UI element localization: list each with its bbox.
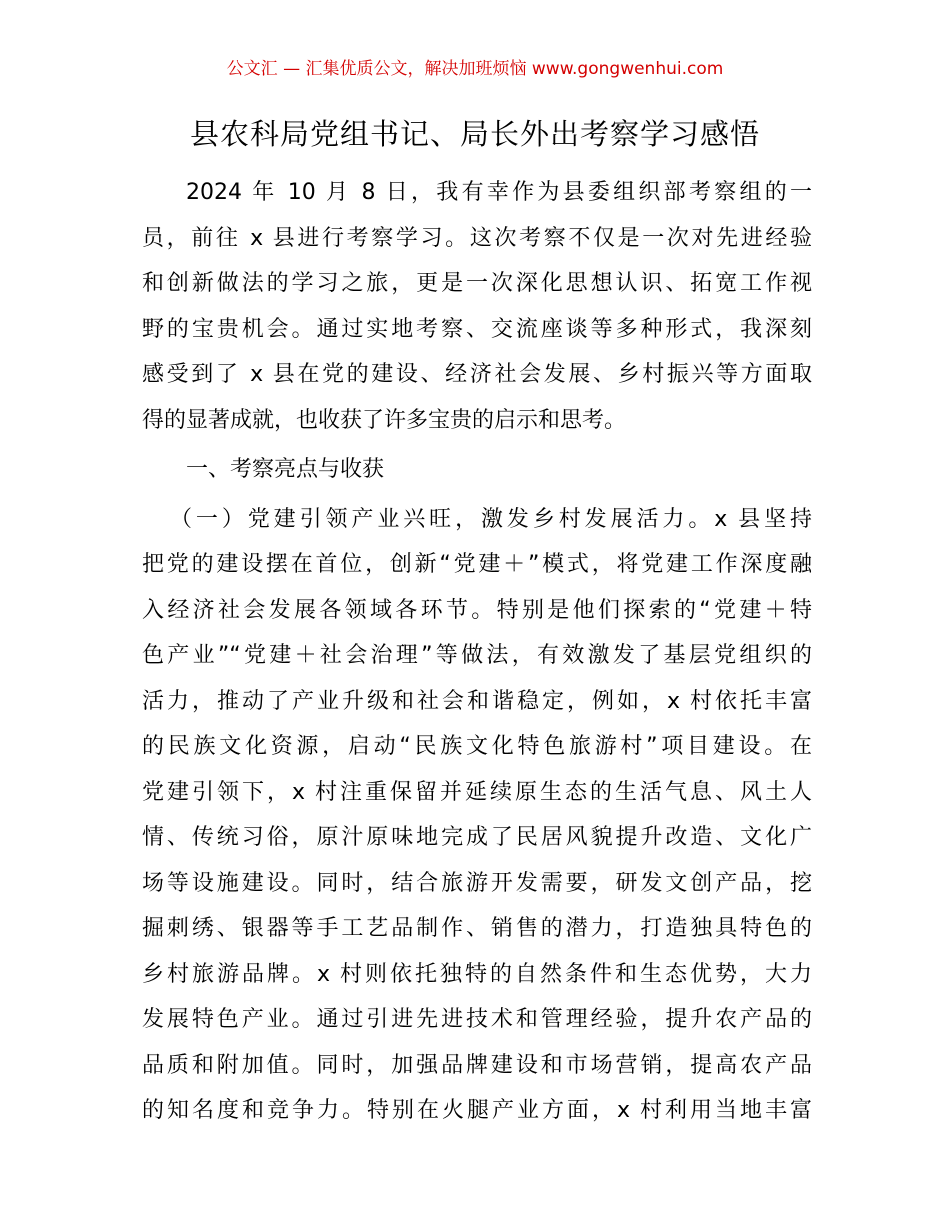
header-banner: 公文汇 — 汇集优质公文，解决加班烦恼 www.gongwenhui.com [226,59,724,79]
text-line: 的知名度和竞争力。特别在火腿产业方面，x 村利用当地丰富 [142,1098,812,1123]
text-line: 品质和附加值。同时，加强品牌建设和市场营销，提高农产品 [142,1052,812,1078]
text-line: 发展特色产业。通过引进先进技术和管理经验，提升农产品的 [142,1007,812,1032]
document-body [142,170,812,1134]
text-line: 色产业”“党建＋社会治理”等做法，有效激发了基层党组织的 [142,643,812,668]
text-line: 得的显著成就，也收获了许多宝贵的启示和思考。 [142,407,627,433]
text-line: 2024 年 10 月 8 日，我有幸作为县委组织部考察组的一 [186,180,812,205]
text-line: 把党的建设摆在首位，创新“党建＋”模式，将党建工作深度融 [142,552,812,577]
text-line: 的民族文化资源，启动“民族文化特色旅游村”项目建设。在 [142,734,812,759]
text-line: 野的宝贵机会。通过实地考察、交流座谈等多种形式，我深刻 [142,316,812,342]
text-line: 员，前往 x 县进行考察学习。这次考察不仅是一次对先进经验 [142,225,812,251]
text-line: 党建引领下，x 村注重保留并延续原生态的生活气息、风土人 [142,779,812,805]
text-line: 场等设施建设。同时，结合旅游开发需要，研发文创产品，挖 [142,870,812,896]
paragraph-intro [142,170,812,443]
text-line: 感受到了 x 县在党的建设、经济社会发展、乡村振兴等方面取 [142,362,812,387]
text-line: （一）党建引领产业兴旺，激发乡村发展活力。x 县坚持 [170,506,812,532]
text-line: 入经济社会发展各领域各环节。特别是他们探索的“党建＋特 [142,597,812,623]
text-line: 情、传统习俗，原汁原味地完成了民居风貌提升改造、文化广 [142,825,812,850]
text-line: 乡村旅游品牌。x 村则依托独特的自然条件和生态优势，大力 [142,961,812,987]
section-heading: 一、考察亮点与收获 [186,457,385,482]
text-line: 活力，推动了产业升级和社会和谐稳定，例如，x 村依托丰富 [142,688,812,714]
document-title: 县农科局党组书记、局长外出考察学习感悟 [189,117,760,151]
paragraph-party-building [142,497,812,1134]
text-line: 和创新做法的学习之旅，更是一次深化思想认识、拓宽工作视 [142,271,812,296]
text-line: 掘刺绣、银器等手工艺品制作、销售的潜力，打造独具特色的 [142,916,812,941]
